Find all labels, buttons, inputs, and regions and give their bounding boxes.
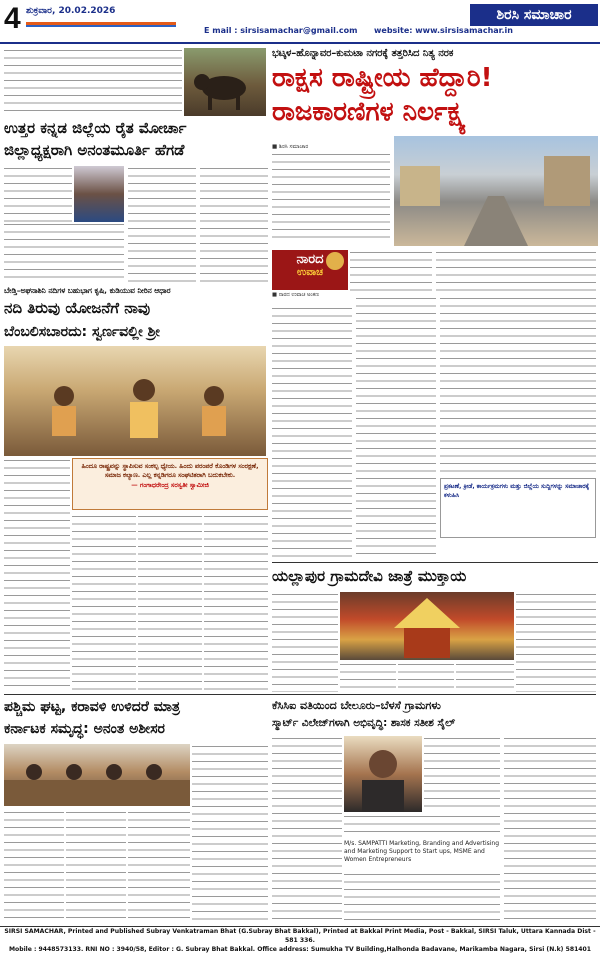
farmers-col-1b [4,222,124,282]
highway-col-2 [350,250,432,292]
road-icon [394,136,598,246]
bull-icon [184,48,266,116]
ghats-col-2 [66,810,126,920]
kcc-col-2b [344,872,500,920]
kcc-col-4 [504,736,596,920]
footer-line-2: Mobile : 9448573133. RNI NO : 3940/58, Editor : G. Subray Bhat Bakkal. Office address: Sumukha TV Building,Halhonda Badavane, Marikamba Nagara, Sirsi (N.k) 581401 [8,946,592,953]
river-col-4 [204,514,268,690]
yellapur-col-2c [456,662,514,692]
narada-subtitle: ಉವಾಚ [296,267,324,278]
highway-headline-2: ರಾಜಕಾರಣಿಗಳ ನಿರ್ಲಕ್ಷ್ಯ [272,97,467,127]
river-headline-2: ಬೆಂಬಲಿಸಬಾರದು: ಸ್ವರ್ಣವಲ್ಲೀ ಶ್ರೀ [4,324,160,340]
kcc-col-2a [344,814,500,838]
farmers-headline-2: ಜಿಲ್ಲಾಧ್ಯಕ್ಷರಾಗಿ ಅನಂತಮೂರ್ತಿ ಹೆಗಡೆ [4,141,185,159]
yellapur-col-1 [272,592,338,692]
ghats-col-4 [192,744,268,920]
person-icon [344,736,422,812]
stripe-blue [26,25,176,28]
mid-col-1 [272,306,352,560]
farmers-headline-1: ಉತ್ತರ ಕನ್ನಡ ಜಿಲ್ಲೆಯ ರೈತ ಮೋರ್ಚಾ [4,119,187,137]
river-col-2 [72,514,136,690]
kcc-col-3 [424,736,500,812]
issue-date: ಶುಕ್ರವಾರ, 20.02.2026 [26,6,116,16]
intro-text-block [4,48,182,114]
yellapur-col-2a [340,662,396,692]
ghats-col-1 [4,810,64,920]
narada-title: ನಾರದ [296,252,324,267]
right-col [440,296,596,474]
yellapur-col-3 [516,592,596,692]
river-headline-1: ನದಿ ತಿರುವು ಯೋಜನೆಗೆ ನಾವು [4,299,151,317]
right-note-text: ಪ್ರಕಟಣೆ, ಕ್ರೀಡೆ, ಕಾರ್ಯಕ್ರಮಗಳು ಮತ್ತು ಜಿಲ್ಲೆಯ ಸುದ್ದಿಗಳನ್ನು ಸಮಾಚಾರಕ್ಕೆ ಕಳುಹಿಸಿ [444,483,590,499]
quote-text: ಹಿಂದೂ ರಾಷ್ಟ್ರವನ್ನು ಸ್ಥಾಪಿಸುವ ಸಂಕಲ್ಪ ಧ್ಯೇಯ. ಹಿಂದು ಪರಂಪರೆ ಕೊಂಡಿಗಳ ಸಂರಕ್ಷಣೆ, ಸಮಾಜ ಕಲ್ಯಾಣ. ಎಲ್ಲ ಕನ್ನಡಿಗರೂ ಸಂಘಟಿತರಾಗಿ ಬದುಕಬೇಕು. [81,462,259,479]
quote-box [72,458,268,510]
river-kicker: ಬೇಡ್ತಿ–ಅಘನಾಶಿನಿ ನದಿಗಳ ಬಹುಭಾಗ ಕೃಷಿ, ಕುಡಿಯುವ ನೀರಿನ ಆಧಾರ [4,286,171,295]
river-col-3 [138,514,202,690]
ghats-col-3 [128,810,190,920]
highway-col-3 [436,250,596,292]
footer-line-1: SIRSI SAMACHAR, Printed and Published Subray Venkatraman Bhat (G.Subray Bhat Bakkal), Printed at Bakkal Print Media, Post - Bakkal, SIRSI Taluk, Uttara Kannada Dist - 581 336. [4,928,596,944]
right-note [440,478,596,538]
page-number: 4 [4,2,21,35]
header-stripe [26,22,176,27]
jatra-crowd-photo [340,592,514,660]
people-icon [4,346,266,456]
header-website: website: www.sirsisamachar.in [374,26,513,35]
kcc-headline-2: ಸ್ಮಾರ್ಟ್ ವಿಲೇಜ್‌ಗಳಾಗಿ ಅಭಿವೃದ್ಧಿ: ಶಾಸಕ ಸತೀಶ ಸೈಲ್ [272,717,456,729]
ghats-headline-2: ಕರ್ನಾಟಕ ಸಮೃದ್ಧ: ಅನಂತ ಅಶೀಸರ [4,721,165,737]
yellapur-headline: ಯಲ್ಲಾಪುರ ಗ್ರಾಮದೇವಿ ಜಾತ್ರೆ ಮುಕ್ತಾಯ [272,567,467,585]
kcc-portrait-photo [344,736,422,812]
kcc-english-text: M/s. SAMPATTI Marketing, Branding and Advertising and Marketing Support to Start ups, MSME and Women Entrepreneurs [344,840,500,863]
highway-street-photo [394,136,598,246]
highway-headline-1: ರಾಕ್ಷಸ ರಾಷ್ಟ್ರೀಯ ಹೆದ್ದಾರಿ! [272,63,493,93]
quote-attribution: — ಗಂಗಾಧರೇಂದ್ರ ಸರಸ್ವತೀ ಸ್ವಾಮೀಜಿ [131,481,209,489]
highway-dateline: ■ ಶಿರಸಿ ಸಮಾಚಾರ [272,144,309,150]
brand-logo: ಶಿರಸಿ ಸಮಾಚಾರ [470,4,598,26]
header-email: E mail : sirsisamachar@gmail.com [204,26,358,35]
farmers-col-2 [128,166,196,282]
mid-col-2 [356,296,436,560]
portrait-photo [74,166,124,222]
kcc-headline-1: ಕೆಸಿಸಿಐ ವತಿಯಿಂದ ಬೇಲೂರು–ಬೆಳಸೆ ಗ್ರಾಮಗಳು [272,699,441,712]
divider [4,694,596,695]
yellapur-col-2b [398,662,454,692]
farmers-col-3 [200,166,268,282]
highway-kicker: ಭಟ್ಕಳ–ಹೊನ್ನಾವರ–ಕುಮಟಾ ನಗರಕ್ಕೆ ತತ್ತರಿಸಿದ ನಿತ್ಯ ನರಕ [272,48,454,59]
kcc-col-1 [272,736,342,920]
narada-avatar [326,252,344,270]
river-meeting-photo [4,346,266,456]
panel-icon [4,744,190,806]
river-col-1 [4,458,70,690]
bull-race-photo [184,48,266,116]
divider [272,562,598,563]
narada-caption: ■ ನಾರದ ಉವಾಚ ಅಂಕಣ [272,292,319,298]
ghats-meeting-photo [4,744,190,806]
footer [0,926,600,953]
temple-icon [340,592,514,660]
highway-col-1 [272,152,390,244]
ghats-headline-1: ಪಶ್ಚಿಮ ಘಟ್ಟ, ಕರಾವಳಿ ಉಳಿದರೆ ಮಾತ್ರ [4,699,180,715]
